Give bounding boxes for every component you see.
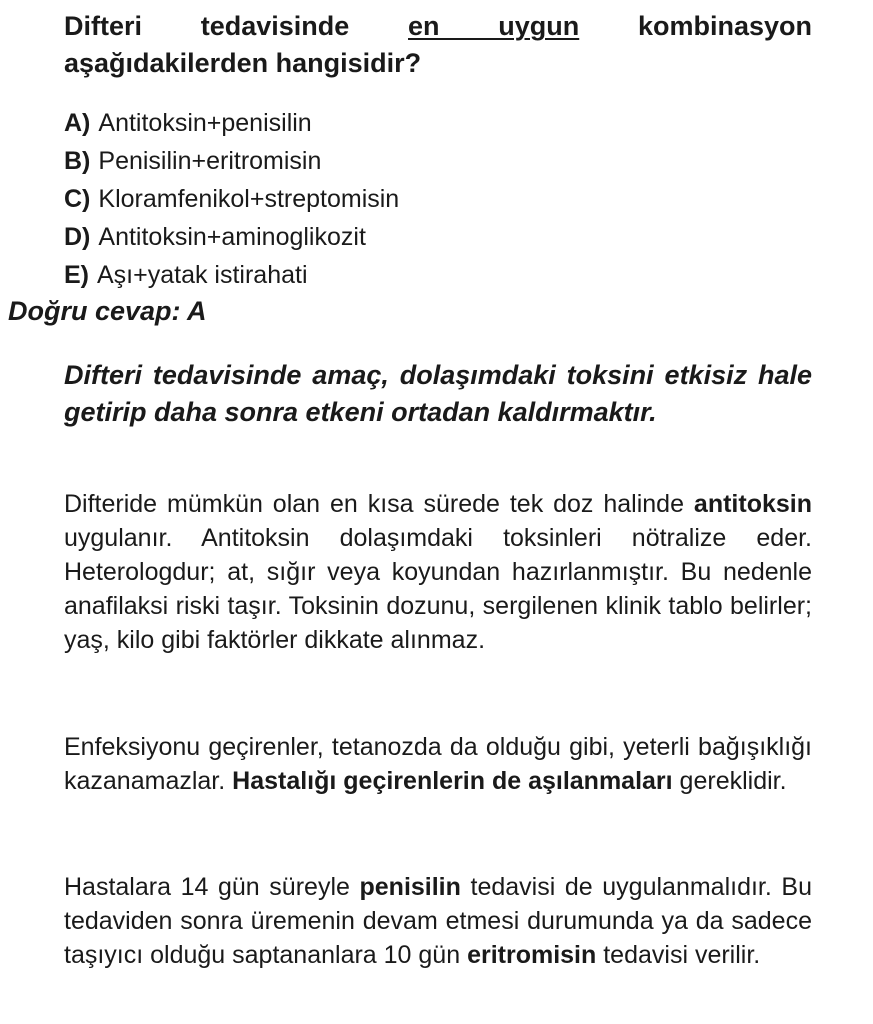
question-emphasis: en uygun (408, 11, 580, 41)
option-text: Kloramfenikol+streptomisin (98, 185, 400, 213)
paragraph-text: tedavisi verilir. (596, 941, 761, 969)
option-b (64, 142, 399, 180)
option-letter: B) (64, 147, 91, 175)
option-letter: C) (64, 185, 91, 213)
paragraph-vaccination (64, 730, 812, 798)
option-letter: A) (64, 109, 91, 137)
paragraph-antibiotics (64, 870, 812, 972)
option-text: Antitoksin+aminoglikozit (98, 223, 366, 251)
question-part-1: Difteri tedavisinde (64, 11, 409, 41)
option-letter: D) (64, 223, 91, 251)
option-text: Aşı+yatak istirahati (97, 261, 308, 289)
paragraph-text: uygulanır. Antitoksin dolaşımdaki toksinleri nötralize eder. Heterologdur; at, sığır veya koyundan hazırlanmıştır. Bu nedenle anafilaksi riski taşır. Toksinin dozunu, sergilenen klinik tablo belirler; yaş, kilo gibi faktörler dikkate alınmaz. (64, 524, 812, 654)
paragraph-text: Hastalara 14 gün süreyle (64, 873, 360, 901)
option-a (64, 104, 399, 142)
bold-term: Hastalığı geçirenlerin de aşılanmaları (232, 767, 673, 795)
paragraph-text: Enfeksiyonu geçirenler, tetanozda da olduğu gibi, yeterli bağışıklığı kazanamazlar. (64, 733, 812, 795)
option-letter: E) (64, 261, 89, 289)
summary-text: Difteri tedavisinde amaç, dolaşımdaki toksini etkisiz hale getirip daha sonra etkeni ortadan kaldırmaktır. (64, 360, 812, 427)
correct-answer: Doğru cevap: A (8, 296, 207, 326)
paragraph-text: gereklidir. (672, 767, 787, 795)
paragraph-antitoxin (64, 487, 812, 657)
question-part-2: kombinasyon aşağıdakilerden hangisidir? (64, 11, 812, 78)
option-c (64, 180, 399, 218)
bold-term: penisilin (359, 873, 461, 901)
option-text: Antitoksin+penisilin (98, 109, 312, 137)
answer-options (64, 104, 399, 294)
paragraph-text: Difteride mümkün olan en kısa sürede tek doz halinde (64, 490, 694, 518)
bold-term: eritromisin (467, 941, 597, 969)
question-text (64, 8, 812, 82)
bold-term: antitoksin (693, 490, 812, 518)
paragraph-text: tedavisi de uygulanmalıdır. Bu tedaviden sonra üremenin devam etmesi durumunda ya da sadece taşıyıcı olduğu saptananlara 10 gün (64, 873, 812, 969)
option-text: Penisilin+eritromisin (98, 147, 322, 175)
option-d (64, 218, 399, 256)
option-e (64, 256, 399, 294)
